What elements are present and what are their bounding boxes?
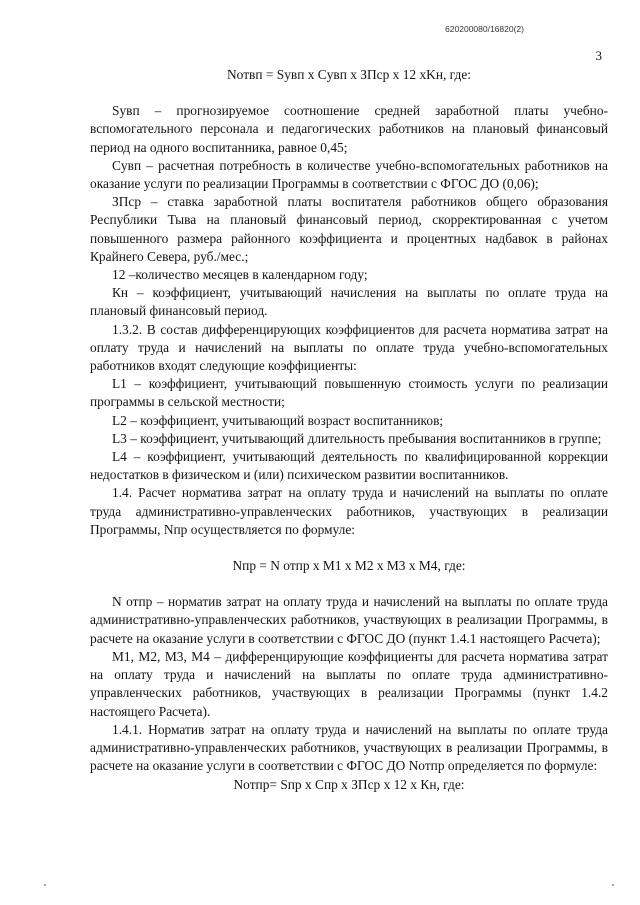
page-number: 3 xyxy=(595,48,602,63)
section-1-3-2: 1.3.2. В состав дифференцирующих коэффициентов для расчета норматива затрат на оплату труда и начислений на выплаты по оплате труда учебно-вспомогательных работников входят следующие коэффициенты: xyxy=(90,321,608,374)
section-1-4: 1.4. Расчет норматива затрат на оплату труда и начислений на выплаты по оплате труда административно-управленческих работников, участвующих в реализации Программы, Nпр осуществляется по формуле: xyxy=(90,485,608,537)
definition-c-uvp: Cувп – расчетная потребность в количестве учебно-вспомогательных работников на оказание услуги по реализации Программы в соответствии с ФГОС ДО (0,06); xyxy=(90,157,608,192)
document-body xyxy=(90,66,608,795)
definition-l1: L1 – коэффициент, учитывающий повышенную стоимость услуги по реализации программы в сельской местности; xyxy=(90,376,608,410)
section-1-4-1: 1.4.1. Норматив затрат на оплату труда и начислений на выплаты по оплате труда административно-управленческих работников, участвующих в реализации Программы, в расчете на оказание услуги в соответствии с ФГОС ДО Nотпр определяется по формуле: xyxy=(90,721,608,774)
definition-12-months: 12 –количество месяцев в календарном году; xyxy=(112,267,368,283)
scan-speck xyxy=(612,884,614,886)
document-number: 620200080/16820(2) xyxy=(445,24,524,34)
definition-m-coefficients: M1, M2, M3, M4 – дифференцирующие коэффициенты для расчета норматива затрат на оплату труда и начислений на выплаты по оплате труда административно-управленческих работников, участвующих в реализации Программы (пункт 1.4.2 настоящего Расчета). xyxy=(90,648,608,719)
formula-n-otvp: Nотвп = Sувп x Cувп x ЗПср x 12 xKн, где: xyxy=(227,67,471,82)
definition-s-uvp: Sувп – прогнозируемое соотношение средней заработной платы учебно-вспомогательного персонала и педагогических работников на плановый финансовый период на одного воспитанника, равное 0,45; xyxy=(90,103,608,155)
definition-l2: L2 – коэффициент, учитывающий возраст воспитанников; xyxy=(112,412,444,428)
definition-l4: L4 – коэффициент, учитывающий деятельность по квалифицированной коррекции недостатков в физическом и (или) психическом развитии воспитанников. xyxy=(90,449,608,483)
definition-k-n: Кн – коэффициент, учитывающий начисления на выплаты по оплате труда на плановый финансовый период. xyxy=(90,285,608,319)
formula-n-otpr: Nотпр= Sпр x Cпр x ЗПср x 12 x Кн, где: xyxy=(233,777,465,793)
definition-n-otpr: N отпр – норматив затрат на оплату труда и начислений на выплаты по оплате труда административно-управленческих работников, участвующих в реализации Программы, в расчете на оказание услуги в соответствии с ФГОС ДО (пункт 1.4.1 настоящего Расчета); xyxy=(90,594,608,646)
scan-speck xyxy=(44,884,46,886)
definition-l3: L3 – коэффициент, учитывающий длительность пребывания воспитанников в группе; xyxy=(112,430,602,446)
definition-zp-sr: ЗПср – ставка заработной платы воспитателя работников общего образования Республики Тыва на плановый финансовый период, скорректированная с учетом повышенного размера районного коэффициента и процентных надбавок в районах Крайнего Севера, руб./мес.; xyxy=(90,194,608,264)
formula-n-pr: Nпр = N отпр x M1 x M2 x M3 x M4, где: xyxy=(232,558,466,574)
